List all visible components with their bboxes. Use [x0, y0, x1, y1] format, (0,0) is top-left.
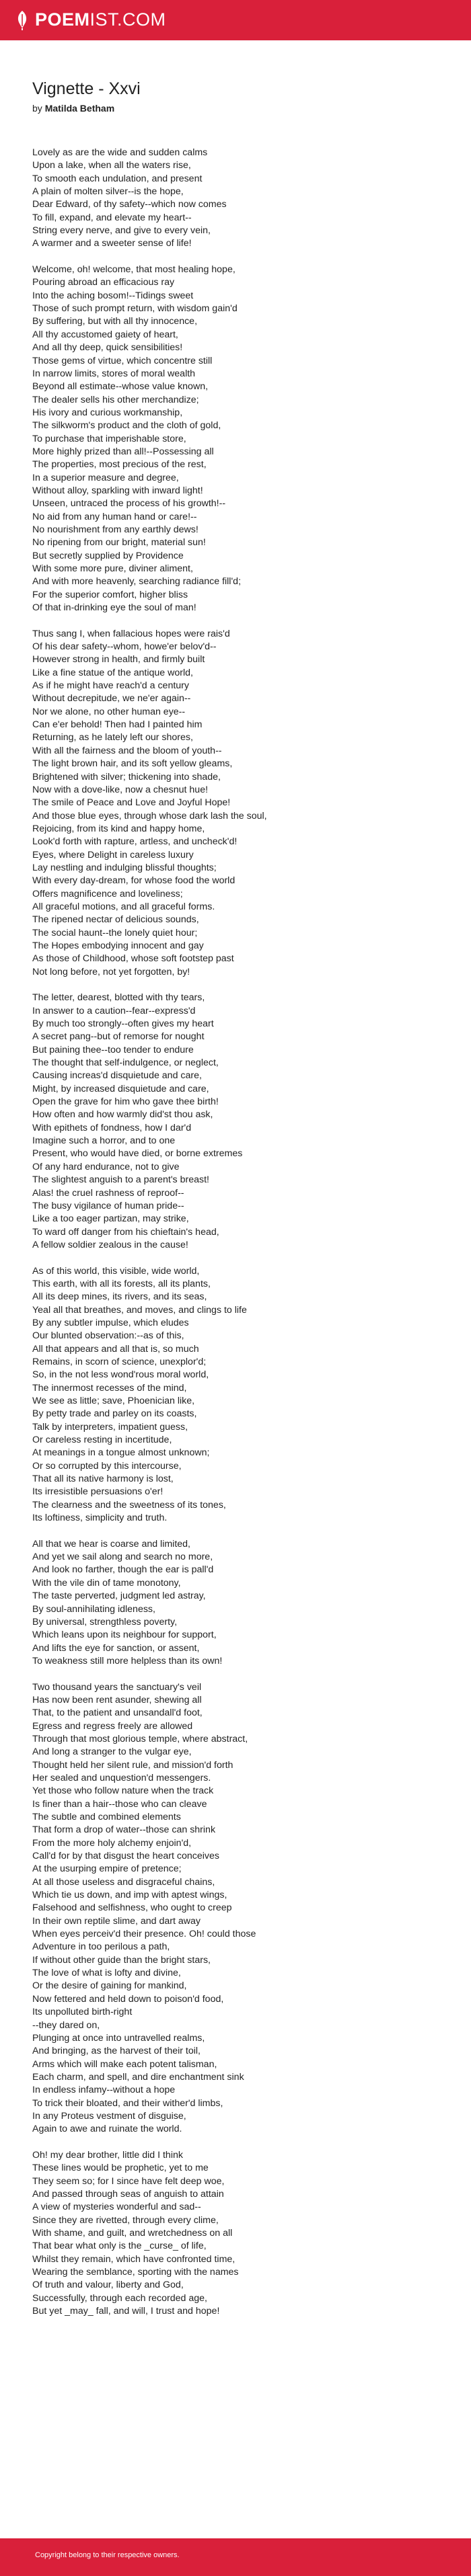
- poem-line: Those gems of virtue, which concentre still: [32, 355, 213, 366]
- poem-line: Falsehood and selfishness, who ought to creep: [32, 1902, 232, 1914]
- poem-line: All thy accustomed gaiety of heart,: [32, 329, 178, 340]
- poem-line: But secretly supplied by Providence: [32, 550, 184, 561]
- poem-line: That, to the patient and unsandall'd foot,: [32, 1707, 203, 1719]
- poem-line: And those blue eyes, through whose dark lash the soul,: [32, 810, 267, 821]
- stanza: [32, 628, 449, 979]
- poem-line: Yet those who follow nature when the track: [32, 1785, 214, 1797]
- poem-line: With the vile din of tame monotony,: [32, 1577, 181, 1588]
- poem-line: Which leans upon its neighbour for support,: [32, 1629, 217, 1641]
- poem-line: The letter, dearest, blotted with thy tears,: [32, 992, 205, 1004]
- stanza: [32, 1265, 449, 1525]
- poem-line: To smooth each undulation, and present: [32, 173, 203, 184]
- stanza: [32, 1538, 449, 1668]
- site-logo[interactable]: [15, 9, 166, 30]
- poem-header: [32, 79, 141, 114]
- poem-line: By any subtler impulse, which eludes: [32, 1317, 189, 1328]
- poem-line: Its unpolluted birth-right: [32, 2007, 133, 2018]
- poem-line: Of his dear safety--whom, howe'er belov'd--: [32, 641, 217, 653]
- poem-line: By soul-annihilating idleness,: [32, 1603, 155, 1615]
- poem-line: In answer to a caution--fear--express'd: [32, 1005, 196, 1016]
- poem-line: The Hopes embodying innocent and gay: [32, 940, 204, 951]
- poem-line: In their own reptile slime, and dart away: [32, 1915, 201, 1927]
- poem-line: With shame, and guilt, and wretchedness on all: [32, 2228, 233, 2239]
- poem-line: If without other guide than the bright stars,: [32, 1954, 211, 1966]
- poem-line: His ivory and curious workmanship,: [32, 407, 183, 418]
- poem-line: Can e'er behold! Then had I painted him: [32, 719, 203, 731]
- poem-line: Oh! my dear brother, little did I think: [32, 2149, 183, 2161]
- poem-line: The ripened nectar of delicious sounds,: [32, 914, 199, 926]
- poem-line: To weakness still more helpless than its own!: [32, 1655, 223, 1666]
- poem-line: We see as little; save, Phoenician like,: [32, 1396, 195, 1406]
- poem-line: Since they are rivetted, through every clime,: [32, 2214, 219, 2226]
- poem-line: Is finer than a hair--those who can cleave: [32, 1798, 207, 1810]
- poem-line: With some more pure, diviner aliment,: [32, 563, 193, 574]
- poem-line: Imagine such a horror, and to one: [32, 1135, 176, 1147]
- poem-line: To fill, expand, and elevate my heart--: [32, 212, 192, 223]
- poem-line: Might, by increased disquietude and care,: [32, 1083, 209, 1094]
- poem-line: As those of Childhood, whose soft footstep past: [32, 953, 234, 965]
- poem-line: Into the aching bosom!--Tidings sweet: [32, 290, 194, 301]
- poem-line: Beyond all estimate--whose value known,: [32, 381, 209, 393]
- poem-line: Welcome, oh! welcome, that most healing hope,: [32, 264, 236, 276]
- poem-line: Arms which will make each potent talisman,: [32, 2058, 217, 2070]
- poem-line: At all those useless and disgraceful chains,: [32, 1876, 215, 1888]
- site-footer: [0, 2538, 471, 2576]
- poem-line: The social haunt--the lonely quiet hour;: [32, 927, 198, 938]
- poem-line: With every day-dream, for whose food the world: [32, 875, 236, 887]
- poem-line: All that we hear is coarse and limited,: [32, 1538, 190, 1549]
- poem-line: Offers magnificence and loveliness;: [32, 888, 183, 899]
- poem-line: The silkworm's product and the cloth of gold,: [32, 420, 221, 432]
- poem-line: Without decrepitude, we ne'er again--: [32, 693, 191, 705]
- poem-line: No aid from any human hand or care!--: [32, 511, 197, 522]
- poem-line: Eyes, where Delight in careless luxury: [32, 849, 194, 860]
- poem-line: So, in the not less wond'rous moral world,: [32, 1369, 209, 1381]
- poem-line: When eyes perceiv'd their presence. Oh! could those: [32, 1929, 256, 1940]
- poem-line: And yet we sail along and search no more,: [32, 1552, 213, 1563]
- poem-line: Each charm, and spell, and dire enchantment sink: [32, 2071, 244, 2083]
- poem-line: And passed through seas of anguish to attain: [32, 2188, 224, 2200]
- logo-wordmark: POEMIST.COM: [35, 9, 166, 30]
- stanza: [32, 2149, 449, 2318]
- poem-line: Of truth and valour, liberty and God,: [32, 2280, 184, 2291]
- poem-line: By petty trade and parley on its coasts,: [32, 1408, 197, 1420]
- poem-line: Successfully, through each recorded age,: [32, 2292, 207, 2304]
- poem-line: A view of mysteries wonderful and sad--: [32, 2202, 201, 2213]
- poem-line: No nourishment from any earthly dews!: [32, 524, 198, 535]
- poem-line: Upon a lake, when all the waters rise,: [32, 160, 191, 171]
- poem-line: Returning, as he lately left our shores,: [32, 732, 193, 743]
- poem-line: String every nerve, and give to every vein,: [32, 225, 211, 237]
- poem-line: By universal, strengthless poverty,: [32, 1616, 178, 1627]
- poem-line: To trick their bloated, and their wither'd limbs,: [32, 2097, 223, 2109]
- poem-line: Our blunted observation:--as of this,: [32, 1330, 184, 1342]
- poem-line: Through that most glorious temple, where abstract,: [32, 1733, 248, 1744]
- stanza: [32, 264, 449, 614]
- poem-line: Now fettered and held down to poison'd food,: [32, 1993, 224, 2005]
- poem-line: Wearing the semblance, sporting with the names: [32, 2267, 239, 2278]
- poem-line: Thought held her silent rule, and mission'd forth: [32, 1759, 233, 1771]
- poem-line: Now with a dove-like, now a chesnut hue!: [32, 784, 209, 795]
- poem-line: That form a drop of water--those can shrink: [32, 1824, 216, 1836]
- poem-line: Dear Edward, of thy safety--which now comes: [32, 199, 227, 210]
- poem-line: Her sealed and unquestion'd messengers.: [32, 1772, 211, 1783]
- poem-line: The smile of Peace and Love and Joyful Hope!: [32, 797, 231, 809]
- poem-line: Remains, in scorn of science, unexplor'd;: [32, 1356, 207, 1367]
- poem-line: And all thy deep, quick sensibilities!: [32, 342, 183, 354]
- poem-title: Vignette - Xxvi: [32, 79, 141, 98]
- poem-body: [32, 147, 449, 2331]
- poem-line: Without alloy, sparkling with inward light!: [32, 485, 203, 496]
- poem-line: By suffering, but with all thy innocence,: [32, 316, 198, 327]
- stanza: [32, 1681, 449, 2136]
- poem-line: More highly prized than all!--Possessing all: [32, 446, 214, 457]
- poem-line: The thought that self-indulgence, or neglect,: [32, 1057, 219, 1069]
- poem-line: As of this world, this visible, wide world,: [32, 1265, 200, 1277]
- poem-line: All that appears and all that is, so much: [32, 1343, 199, 1355]
- poem-line: Or the desire of gaining for mankind,: [32, 1980, 187, 1992]
- poem-line: To purchase that imperishable store,: [32, 433, 186, 444]
- poem-line: To ward off danger from his chieftain's head,: [32, 1226, 219, 1238]
- poem-line: By much too strongly--often gives my heart: [32, 1018, 214, 1030]
- quill-pen-icon: [15, 10, 30, 30]
- poem-line: And bringing, as the harvest of their toil,: [32, 2046, 201, 2057]
- poem-line: The love of what is lofty and divine,: [32, 1968, 181, 1979]
- poem-line: Lovely as are the wide and sudden calms: [32, 147, 208, 158]
- poem-line: Or so corrupted by this intercourse,: [32, 1460, 182, 1472]
- poem-line: The taste perverted, judgment led astray,: [32, 1591, 206, 1602]
- poem-line: That all its native harmony is lost,: [32, 1474, 174, 1485]
- author-link[interactable]: Matilda Betham: [44, 103, 115, 114]
- poem-line: Of any hard endurance, not to give: [32, 1161, 180, 1172]
- poem-line: The subtle and combined elements: [32, 1812, 181, 1822]
- poem-line: Unseen, untraced the process of his growth!--: [32, 498, 226, 510]
- poem-line: Brightened with silver; thickening into shade,: [32, 771, 221, 782]
- poem-line: In endless infamy--without a hope: [32, 2085, 176, 2096]
- poem-line: Call'd for by that disgust the heart conceives: [32, 1851, 219, 1862]
- poem-line: Has now been rent asunder, shewing all: [32, 1694, 202, 1705]
- copyright-text: Copyright belong to their respective owners.: [35, 2551, 180, 2559]
- poem-line: Alas! the cruel rashness of reproof--: [32, 1187, 184, 1199]
- poem-line: In any Proteus vestment of disguise,: [32, 2110, 186, 2122]
- poem-line: No ripening from our bright, material sun!: [32, 537, 206, 549]
- poem-line: Like a fine statue of the antique world,: [32, 667, 193, 678]
- poem-line: The light brown hair, and its soft yellow gleams,: [32, 758, 233, 770]
- poem-line: A secret pang--but of remorse for nought: [32, 1031, 205, 1043]
- poem-line: At the usurping empire of pretence;: [32, 1863, 182, 1875]
- poem-line: With all the fairness and the bloom of youth--: [32, 745, 222, 756]
- poem-line: And look no farther, though the ear is pall'd: [32, 1564, 214, 1576]
- poem-line: The clearness and the sweetness of its tones,: [32, 1499, 226, 1511]
- poem-line: However strong in health, and firmly built: [32, 654, 205, 666]
- poem-line: A plain of molten silver--is the hope,: [32, 186, 184, 198]
- poem-line: A fellow soldier zealous in the cause!: [32, 1239, 188, 1250]
- poem-line: Egress and regress freely are allowed: [32, 1720, 193, 1732]
- poem-line: Plunging at once into untravelled realms,: [32, 2032, 205, 2044]
- site-header: [0, 0, 471, 40]
- poem-line: Of that in-drinking eye the soul of man!: [32, 602, 196, 614]
- poem-line: With epithets of fondness, how I dar'd: [32, 1122, 192, 1133]
- poem-line: A warmer and a sweeter sense of life!: [32, 238, 192, 249]
- poem-line: Two thousand years the sanctuary's veil: [32, 1681, 202, 1693]
- poem-line: Causing increas'd disquietude and care,: [32, 1070, 202, 1082]
- poem-line: Open the grave for him who gave thee birth!: [32, 1096, 219, 1108]
- poem-line: Whilst they remain, which have confronted time,: [32, 2253, 236, 2265]
- poem-line: Its irresistible persuasions o'er!: [32, 1486, 164, 1498]
- poem-line: How often and how warmly did'st thou ask,: [32, 1109, 213, 1121]
- poem-line: And long a stranger to the vulgar eye,: [32, 1746, 192, 1758]
- poem-line: Rejoicing, from its kind and happy home,: [32, 823, 205, 834]
- poem-line: But yet _may_ fall, and will, I trust and hope!: [32, 2306, 220, 2317]
- poem-line: This earth, with all its forests, all its plants,: [32, 1278, 211, 1289]
- poem-line: The dealer sells his other merchandize;: [32, 394, 199, 405]
- poem-line: The busy vigilance of human pride--: [32, 1200, 184, 1211]
- poem-line: All graceful motions, and all graceful forms.: [32, 901, 215, 912]
- poem-line: Like a too eager partizan, may strike,: [32, 1213, 189, 1225]
- poem-line: --they dared on,: [32, 2019, 100, 2031]
- poem-line: In a superior measure and degree,: [32, 472, 179, 483]
- poem-line: Again to awe and ruinate the world.: [32, 2124, 182, 2135]
- poem-line: Look'd forth with rapture, artless, and uncheck'd!: [32, 836, 238, 848]
- poem-line: Thus sang I, when fallacious hopes were rais'd: [32, 628, 230, 639]
- poem-line: Or careless resting in incertitude,: [32, 1435, 172, 1446]
- poem-line: Those of such prompt return, with wisdom gain'd: [32, 303, 238, 315]
- poem-line: Present, who would have died, or borne extremes: [32, 1148, 243, 1160]
- poem-line: And with more heavenly, searching radiance fill'd;: [32, 576, 242, 588]
- poem-line: At meanings in a tongue almost unknown;: [32, 1447, 210, 1459]
- poem-line: Which tie us down, and imp with aptest wings,: [32, 1890, 227, 1901]
- poem-line: For the superior comfort, higher bliss: [32, 589, 188, 600]
- poem-line: Yeal all that breathes, and moves, and clings to life: [32, 1304, 247, 1316]
- poem-line: The slightest anguish to a parent's breast!: [32, 1174, 209, 1186]
- stanza: [32, 992, 449, 1252]
- poem-line: All its deep mines, its rivers, and its seas,: [32, 1291, 207, 1303]
- poem-line: As if he might have reach'd a century: [32, 680, 189, 692]
- poem-line: In narrow limits, stores of moral wealth: [32, 368, 196, 379]
- poem-line: Pouring abroad an efficacious ray: [32, 277, 175, 288]
- poem-line: The innermost recesses of the mind,: [32, 1382, 187, 1394]
- poem-line: Lay nestling and indulging blissful thoughts;: [32, 862, 217, 873]
- poem-line: From the more holy alchemy enjoin'd,: [32, 1837, 192, 1849]
- poem-line: Not long before, not yet forgotten, by!: [32, 966, 190, 977]
- poem-line: Adventure in too perilous a path,: [32, 1941, 170, 1953]
- by-label: by: [32, 103, 42, 114]
- poem-line: Its loftiness, simplicity and truth.: [32, 1513, 168, 1524]
- poem-line: Nor we alone, no other human eye--: [32, 706, 186, 717]
- byline: [32, 103, 141, 114]
- poem-line: And lifts the eye for sanction, or assent,: [32, 1642, 200, 1654]
- poem-line: Talk by interpreters, impatient guess,: [32, 1421, 188, 1433]
- stanza: [32, 147, 449, 251]
- poem-line: They seem so; for I since have felt deep woe,: [32, 2175, 225, 2187]
- poem-line: These lines would be prophetic, yet to me: [32, 2163, 209, 2174]
- poem-line: The properties, most precious of the rest,: [32, 459, 207, 471]
- poem-line: But paining thee--too tender to endure: [32, 1044, 194, 1055]
- poem-line: That bear what only is the _curse_ of life,: [32, 2241, 207, 2252]
